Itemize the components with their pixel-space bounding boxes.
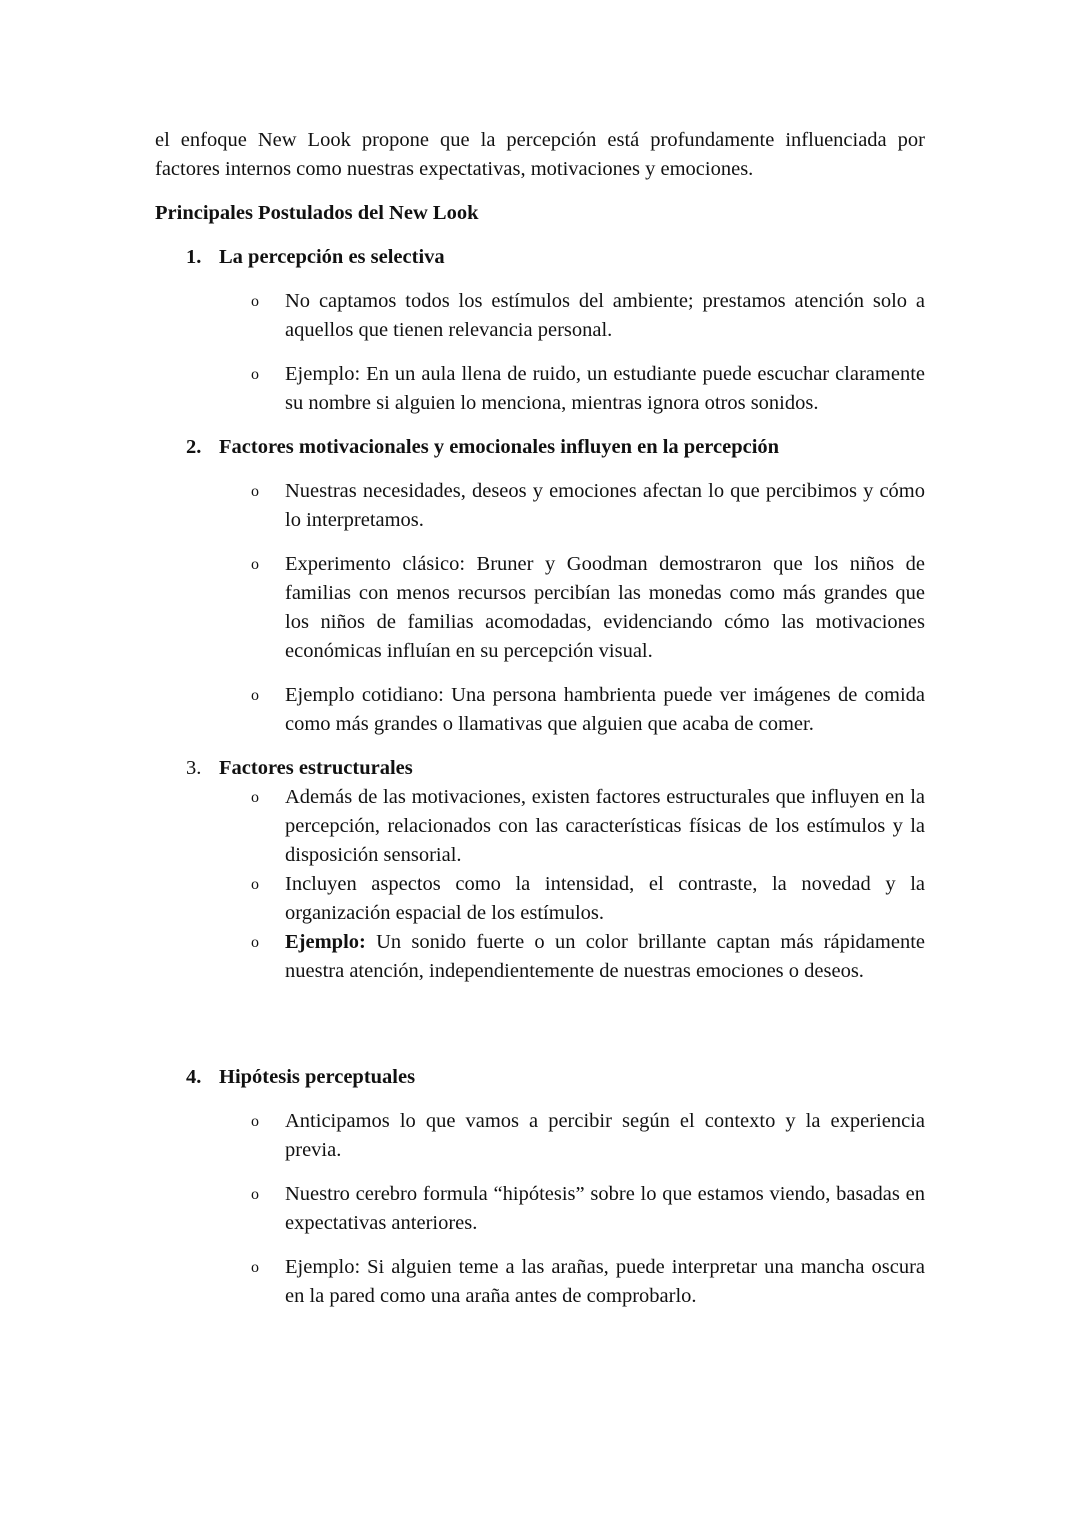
bullet-marker: o: [251, 293, 259, 310]
example-label: Ejemplo:: [285, 931, 366, 953]
list-item: [155, 477, 925, 535]
list-item: [155, 1253, 925, 1311]
bullet-text: Nuestro cerebro formula “hipótesis” sobre lo que estamos viendo, basadas en expectativas anteriores.: [285, 1183, 925, 1234]
postulate-3-number: 3.: [186, 757, 202, 779]
bullet-marker: o: [251, 789, 259, 806]
bullet-text: No captamos todos los estímulos del ambiente; prestamos atención solo a aquellos que tienen relevancia personal.: [285, 290, 925, 341]
list-item: [155, 681, 925, 739]
postulate-2-number: 2.: [186, 436, 202, 458]
bullet-marker: o: [251, 934, 259, 951]
list-item: [155, 928, 925, 986]
postulate-4-title: [155, 1063, 925, 1092]
postulate-4-number: 4.: [186, 1066, 202, 1088]
bullet-marker: o: [251, 876, 259, 893]
bullet-marker: o: [251, 556, 259, 573]
postulate-2-title-text: Factores motivacionales y emocionales influyen en la percepción: [219, 436, 780, 458]
bullet-text: Ejemplo cotidiano: Una persona hambrienta puede ver imágenes de comida como más grandes o llamativas que alguien que acaba de comer.: [285, 684, 925, 735]
postulate-4-title-text: Hipótesis perceptuales: [219, 1066, 416, 1088]
bullet-text: Ejemplo: En un aula llena de ruido, un estudiante puede escuchar claramente su nombre si alguien lo menciona, mientras ignora otros sonidos.: [285, 363, 925, 414]
bullet-text: Experimento clásico: Bruner y Goodman demostraron que los niños de familias con menos recursos percibían las monedas como más grandes que los niños de familias acomodadas, evidenciando cómo las motivaciones económicas influían en su percepción visual.: [285, 553, 925, 662]
bullet-marker: o: [251, 687, 259, 704]
section-heading: Principales Postulados del New Look: [155, 202, 479, 224]
list-item: [155, 550, 925, 666]
postulate-1-title-text: La percepción es selectiva: [219, 246, 445, 268]
bullet-text: Incluyen aspectos como la intensidad, el contraste, la novedad y la organización espacial de los estímulos.: [285, 873, 925, 924]
intro-paragraph: el enfoque New Look propone que la percepción está profundamente influenciada por factores internos como nuestras expectativas, motivaciones y emociones.: [155, 129, 925, 180]
document-page: [155, 126, 925, 1311]
list-item: [155, 783, 925, 870]
list-item: [155, 870, 925, 928]
postulate-2-title: [155, 433, 925, 462]
postulate-3-title-text: Factores estructurales: [219, 757, 413, 779]
bullet-text: Un sonido fuerte o un color brillante captan más rápidamente nuestra atención, independientemente de nuestras emociones o deseos.: [285, 931, 925, 982]
bullet-marker: o: [251, 1259, 259, 1276]
bullet-marker: o: [251, 1113, 259, 1130]
postulate-1-title: [155, 243, 925, 272]
list-item: [155, 1180, 925, 1238]
list-item: [155, 287, 925, 345]
bullet-marker: o: [251, 483, 259, 500]
bullet-text: Ejemplo: Si alguien teme a las arañas, puede interpretar una mancha oscura en la pared como una araña antes de comprobarlo.: [285, 1256, 925, 1307]
list-item: [155, 1107, 925, 1165]
bullet-marker: o: [251, 366, 259, 383]
postulate-3-title: [155, 754, 925, 783]
postulate-1-number: 1.: [186, 246, 202, 268]
bullet-text: Además de las motivaciones, existen factores estructurales que influyen en la percepción, relacionados con las características físicas de los estímulos y la disposición sensorial.: [285, 786, 925, 866]
bullet-text: Anticipamos lo que vamos a percibir según el contexto y la experiencia previa.: [285, 1110, 925, 1161]
bullet-marker: o: [251, 1186, 259, 1203]
bullet-text: Nuestras necesidades, deseos y emociones afectan lo que percibimos y cómo lo interpretamos.: [285, 480, 925, 531]
list-item: [155, 360, 925, 418]
